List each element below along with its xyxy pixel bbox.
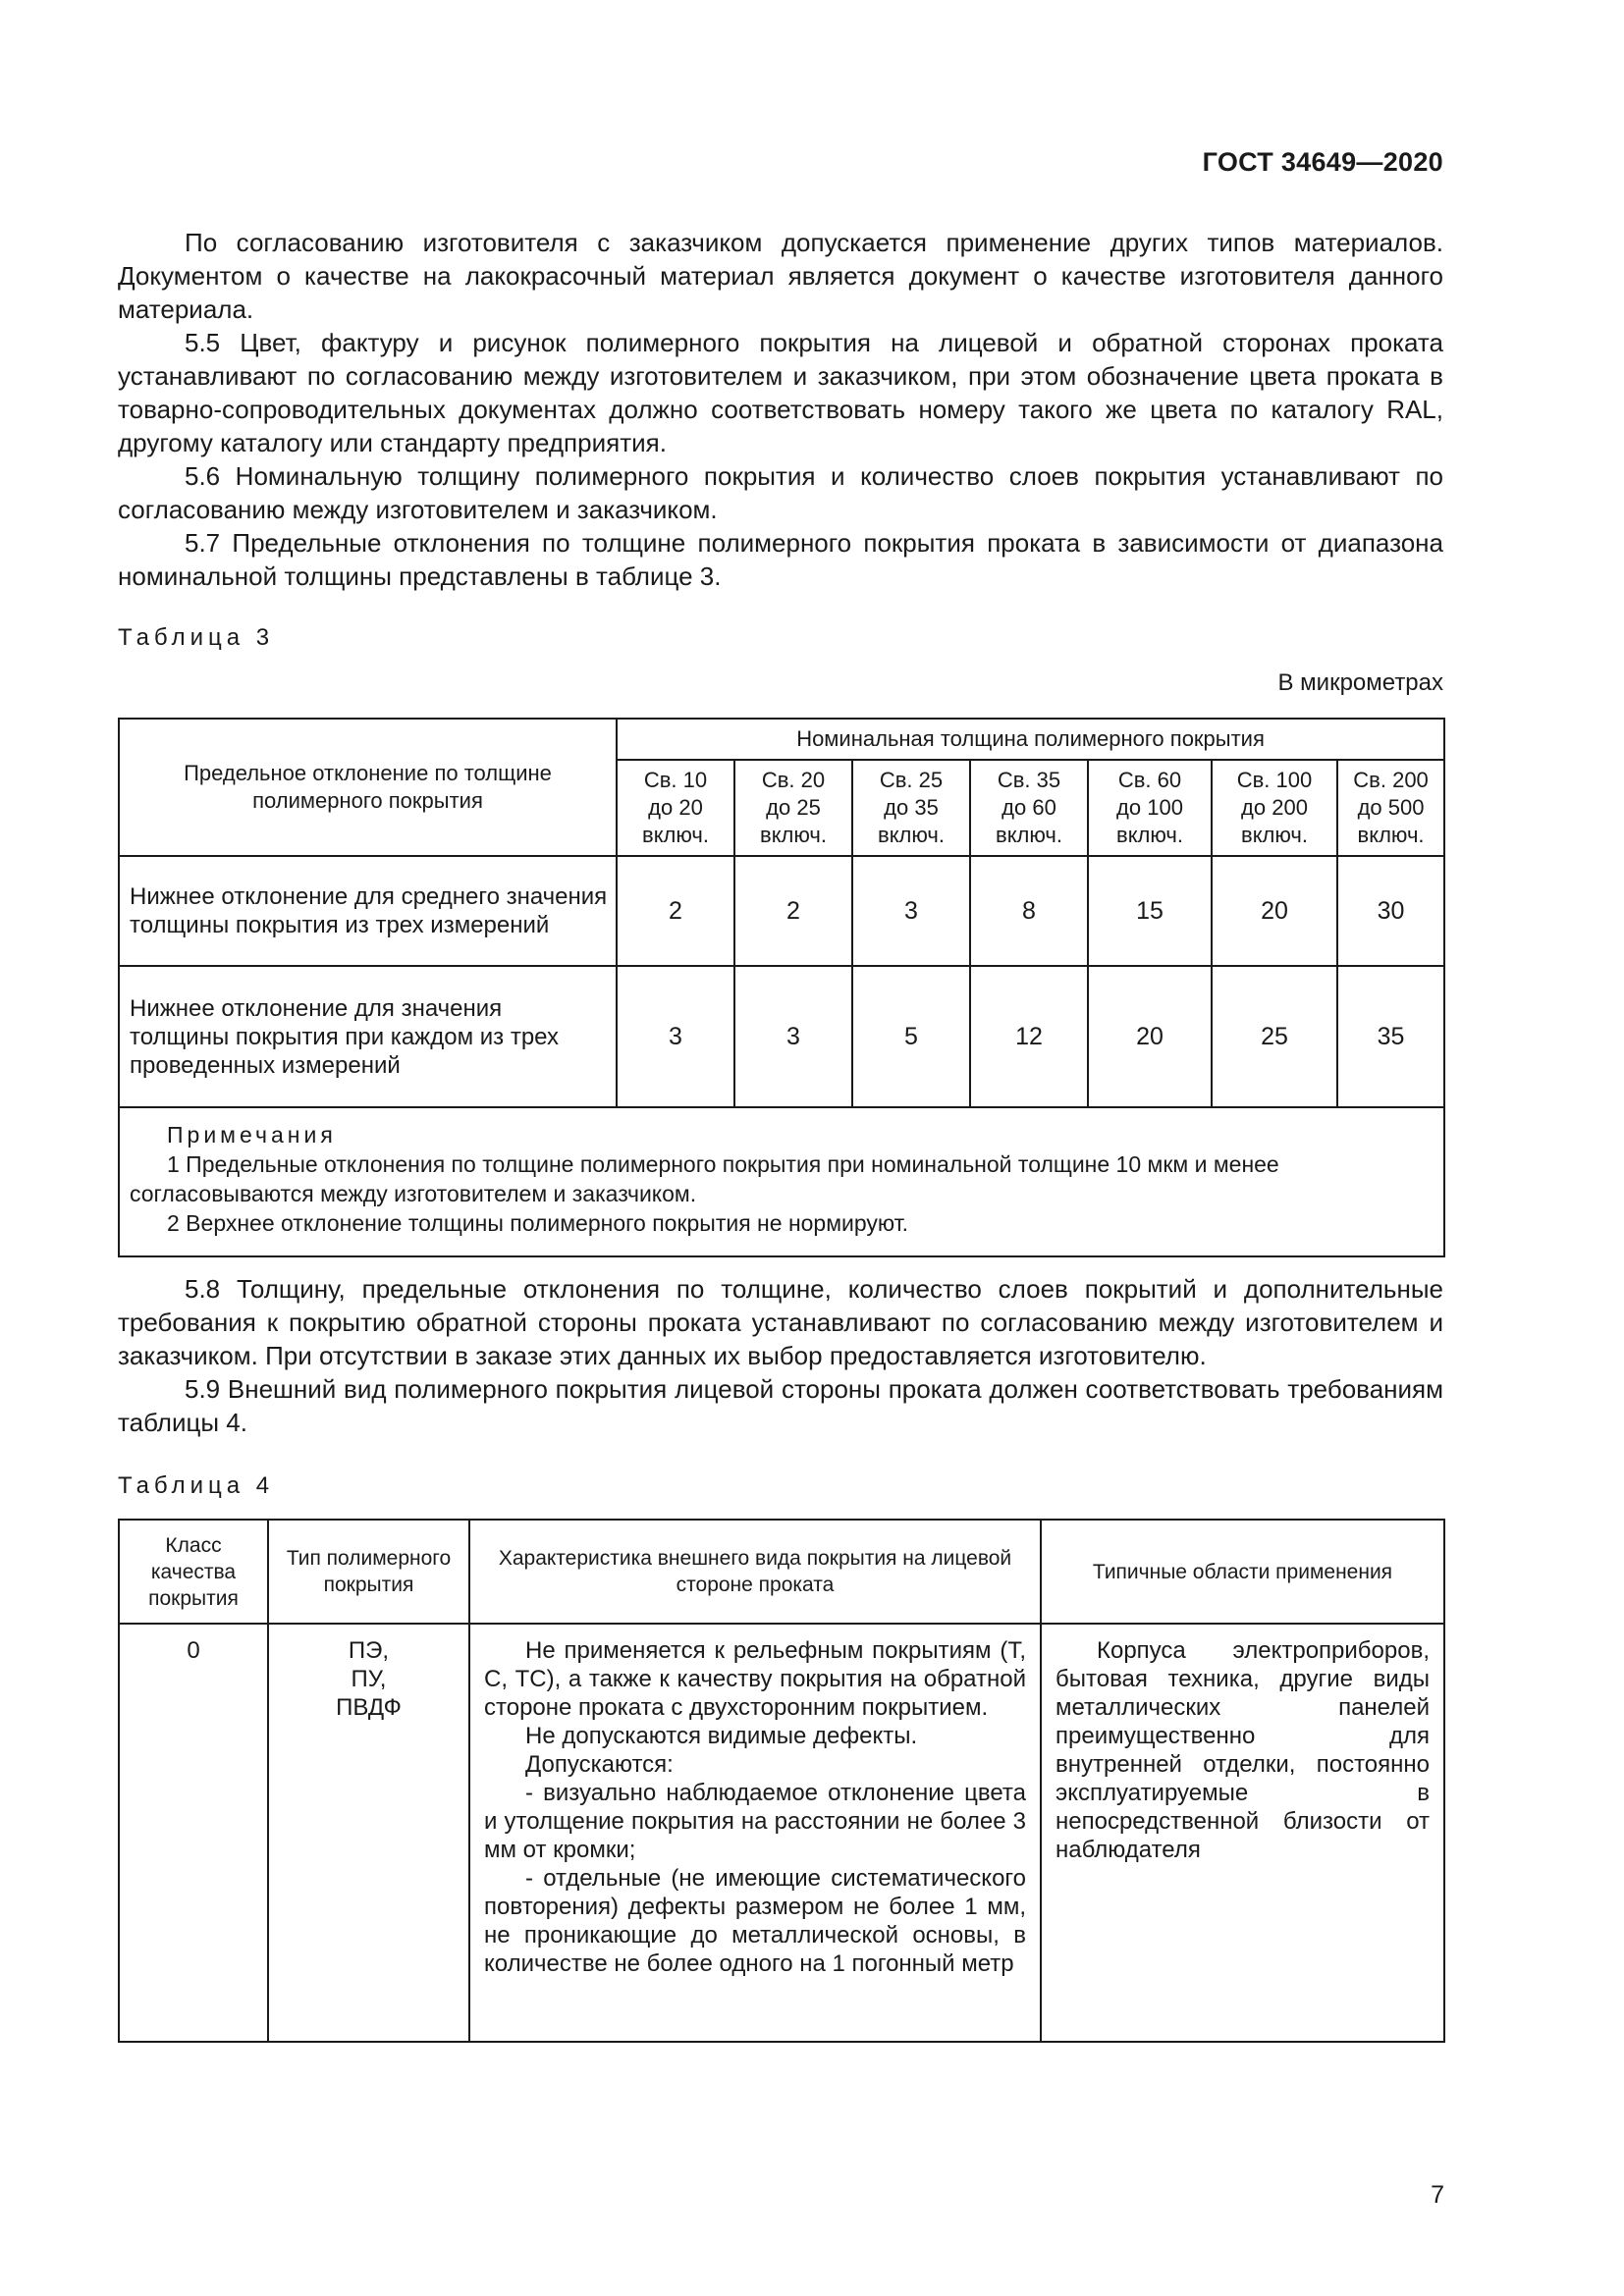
paragraph-5-6: 5.6 Номинальную толщину полимерного покрытия и количество слоев покрытия устанавливают по согласованию между изготовителем и заказчиком. <box>118 461 1443 524</box>
table3-row-label: Нижнее отклонение для среднего значения толщины покрытия из трех измерений <box>119 856 617 966</box>
table-cell: 3 <box>852 856 970 966</box>
table4-header-characteristic: Характеристика внешнего вида покрытия на лицевой стороне проката <box>469 1520 1041 1624</box>
table3-group-header: Номинальная толщина полимерного покрытия <box>617 719 1444 760</box>
table3-corner-header: Предельное отклонение по толщине полимерного покрытия <box>119 719 617 856</box>
table-cell: 35 <box>1337 966 1444 1107</box>
table3-range-header: Св. 20 до 25 включ. <box>734 760 852 856</box>
table-cell: 15 <box>1088 856 1212 966</box>
table3-row-label: Нижнее отклонение для значения толщины покрытия при каждом из трех проведенных измерений <box>119 966 617 1107</box>
table-cell: 20 <box>1088 966 1212 1107</box>
table-row <box>119 856 1444 966</box>
table4-class-value: 0 <box>119 1624 268 2042</box>
table-cell: 30 <box>1337 856 1444 966</box>
table-cell: 2 <box>617 856 734 966</box>
table-cell: 12 <box>970 966 1088 1107</box>
page-number: 7 <box>1431 2181 1444 2209</box>
table-cell: 3 <box>617 966 734 1107</box>
paragraph-5-9: 5.9 Внешний вид полимерного покрытия лицевой стороны проката должен соответствовать требованиям таблицы 4. <box>118 1374 1443 1437</box>
table4-header-type: Тип полимерного покрытия <box>268 1520 469 1624</box>
table-cell: 8 <box>970 856 1088 966</box>
table-row <box>119 966 1444 1107</box>
table4-coating-types: ПЭ, ПУ, ПВДФ <box>268 1624 469 2042</box>
notes-title: Примечания <box>167 1122 337 1148</box>
document-code: ГОСТ 34649—2020 <box>1202 147 1443 177</box>
note-1: 1 Предельные отклонения по толщине полимерного покрытия при номинальной толщине 10 мкм и менее согласовываются между изготовителем и заказчиком. <box>130 1151 1279 1206</box>
table-cell: 20 <box>1212 856 1337 966</box>
paragraph-5-8: 5.8 Толщину, предельные отклонения по толщине, количество слоев покрытий и дополнительные требования к покрытию обратной стороны проката устанавливают по согласованию между изготовителем и заказчиком. При отсутствии в заказе этих данных их выбор предоставляется изготовителю. <box>118 1274 1443 1370</box>
table3-units: В микрометрах <box>1277 669 1443 696</box>
table-cell: 25 <box>1212 966 1337 1107</box>
table3-range-header: Св. 25 до 35 включ. <box>852 760 970 856</box>
table3-notes <box>119 1107 1444 1256</box>
table-cell: 5 <box>852 966 970 1107</box>
table4-header-application: Типичные области применения <box>1041 1520 1444 1624</box>
table3-label: Таблица 3 <box>118 624 275 651</box>
table3-range-header: Св. 35 до 60 включ. <box>970 760 1088 856</box>
table4-application: Корпуса электроприборов, бытовая техника, другие виды металлических панелей преимущественно для внутренней отделки, постоянно эксплуатируемые в непосредственной близости от наблюдателя <box>1041 1624 1444 2042</box>
table4-characteristic: Не применяется к рельефным покрытиям (Т, С, ТС), а также к качеству покрытия на обратной стороне проката с двухсторонним покрытием. Не допускаются видимые дефекты. Допускаются: - визуально наблюдаемое отклонение цвета и утолщение покрытия на расстоянии не более 3 мм от кромки; - отдельные (не имеющие систематического повторения) дефекты размером не более 1 мм, не проникающие до металлической основы, в количестве не более одного на 1 погонный метр <box>469 1624 1041 2042</box>
table-3 <box>118 718 1445 1257</box>
table3-range-header: Св. 100 до 200 включ. <box>1212 760 1337 856</box>
table3-range-header: Св. 200 до 500 включ. <box>1337 760 1444 856</box>
note-2: 2 Верхнее отклонение толщины полимерного покрытия не нормируют. <box>167 1210 909 1236</box>
table-row <box>119 1624 1444 2042</box>
table4-label: Таблица 4 <box>118 1472 275 1499</box>
paragraph-materials: По согласованию изготовителя с заказчиком допускается применение других типов материалов. Документом о качестве на лакокрасочный материал является документ о качестве изготовителя данного материала. <box>118 228 1443 324</box>
table4-header-class: Класс качества покрытия <box>119 1520 268 1624</box>
table-4 <box>118 1519 1445 2043</box>
table3-range-header: Св. 60 до 100 включ. <box>1088 760 1212 856</box>
paragraph-5-5: 5.5 Цвет, фактуру и рисунок полимерного покрытия на лицевой и обратной сторонах проката устанавливают по согласованию между изготовителем и заказчиком, при этом обозначение цвета проката в товарно-сопроводительных документах должно соответствовать номеру такого же цвета по каталогу RAL, другому каталогу или стандарту предприятия. <box>118 328 1443 457</box>
paragraph-5-7: 5.7 Предельные отклонения по толщине полимерного покрытия проката в зависимости от диапазона номинальной толщины представлены в таблице 3. <box>118 528 1443 591</box>
table-cell: 2 <box>734 856 852 966</box>
table3-range-header: Св. 10 до 20 включ. <box>617 760 734 856</box>
table-cell: 3 <box>734 966 852 1107</box>
